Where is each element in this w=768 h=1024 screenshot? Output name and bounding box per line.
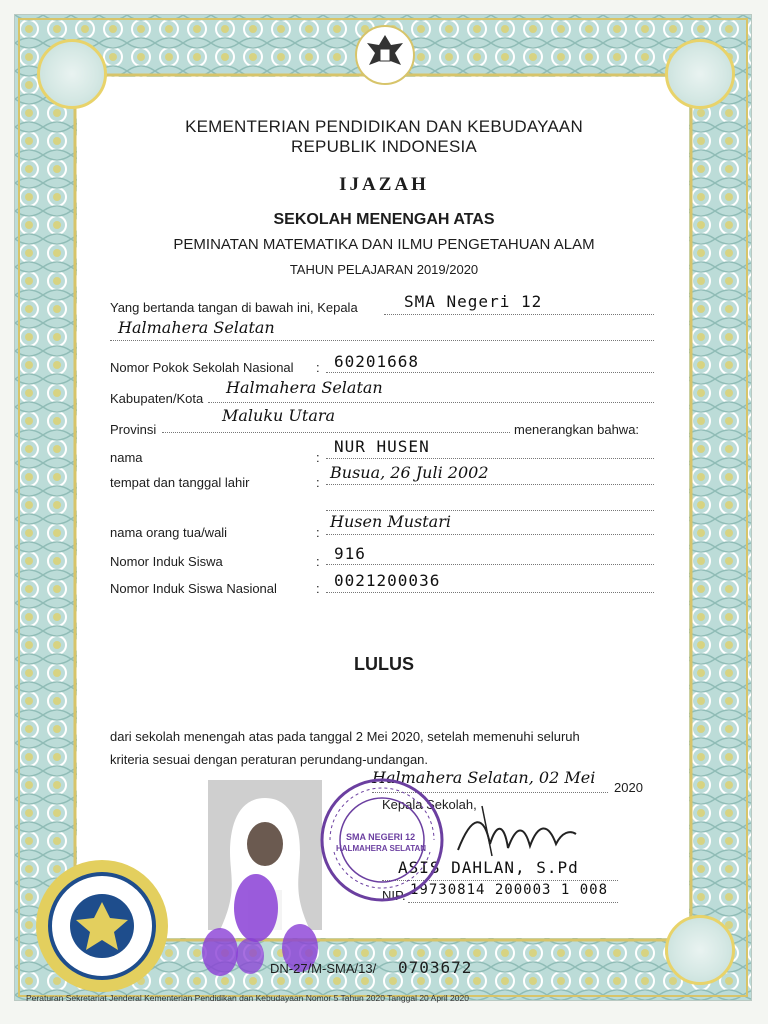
nama-value: NUR HUSEN [334,437,430,456]
signature-year: 2020 [614,780,643,795]
kemendikbud-logo [32,856,172,996]
ttl-value: Busua, 26 Juli 2002 [330,463,489,482]
ortu-value: Husen Mustari [330,512,451,531]
nisn-dotted-line [326,592,654,593]
kabupaten-label: Kabupaten/Kota [110,391,204,406]
kabupaten-value: Halmahera Selatan [226,378,383,397]
signature-place-date: Halmahera Selatan, 02 Mei [372,768,596,787]
nis-value: 916 [334,544,366,563]
nip-value: 19730814 200003 1 008 [410,882,609,898]
document-title: IJAZAH [339,174,429,195]
result-text-line-1: dari sekolah menengah atas pada tanggal 2 Mei 2020, setelah memenuhi seluruh [110,729,580,744]
ortu-colon: : [316,525,320,540]
school-type: SEKOLAH MENENGAH ATAS [273,211,495,228]
ministry-title: KEMENTERIAN PENDIDIKAN DAN KEBUDAYAAN [185,117,583,136]
ttl-label: tempat dan tanggal lahir [110,475,250,490]
ttl-extra-dotted-line [326,510,654,511]
kabupaten-dotted-line [208,402,654,403]
menerangkan-label: menerangkan bahwa: [514,422,640,437]
stamp-text-line-2: HALMAHERA SELATAN [336,844,427,853]
provinsi-label: Provinsi [110,422,157,437]
npsn-colon: : [316,360,320,375]
nama-colon: : [316,450,320,465]
signature-title: Kepala Sekolah, [382,797,477,812]
handwritten-signature [452,804,582,864]
provinsi-value: Maluku Utara [222,406,336,425]
corner-ornament-top-left [37,39,107,109]
ttl-dotted-line [326,484,654,485]
ttl-colon: : [316,475,320,490]
ortu-label: nama orang tua/wali [110,525,228,540]
nisn-colon: : [316,581,320,596]
intro-label: Yang bertanda tangan di bawah ini, Kepala [110,300,358,315]
garuda-emblem-icon [355,25,415,85]
nis-label: Nomor Induk Siswa [110,554,223,569]
region-dotted-line [110,340,654,341]
nis-dotted-line [326,564,654,565]
nisn-value: 0021200036 [334,571,441,590]
provinsi-dotted-line [162,432,510,433]
nama-label: nama [110,450,143,465]
result-text-line-2: kriteria sesuai dengan peraturan perundang-undangan. [110,752,429,767]
principal-name: ASIS DAHLAN, S.Pd [398,858,579,877]
nama-dotted-line [326,458,654,459]
corner-ornament-top-right [665,39,735,109]
corner-ornament-bottom-right [665,915,735,985]
school-region-value: Halmahera Selatan [118,318,275,337]
graduation-status: LULUS [354,654,414,674]
npsn-label: Nomor Pokok Sekolah Nasional [110,360,294,375]
nip-label: NIP. [382,888,406,903]
npsn-dotted-line [326,372,654,373]
school-name-value: SMA Negeri 12 [404,292,543,311]
npsn-value: 60201668 [334,352,420,371]
major-title: PEMINATAN MATEMATIKA DAN ILMU PENGETAHUAN ALAM [173,236,595,253]
nis-colon: : [316,554,320,569]
nisn-label: Nomor Induk Siswa Nasional [110,581,277,596]
stamp-text-line-1: SMA NEGERI 12 [346,832,416,842]
serial-code: DN-27/M-SMA/13/ [270,961,377,976]
ortu-dotted-line [326,534,654,535]
republic-title: REPUBLIK INDONESIA [291,137,477,156]
regulation-footer: Peraturan Sekretariat Jenderal Kementerian Pendidikan dan Kebudayaan Nomor 5 Tahun 2020 Tanggal 20 April 2020 [26,993,469,1003]
serial-number [270,956,500,982]
serial-number-value: 0703672 [398,958,473,977]
academic-year: TAHUN PELAJARAN 2019/2020 [289,262,479,277]
intro-dotted-line [384,314,654,315]
